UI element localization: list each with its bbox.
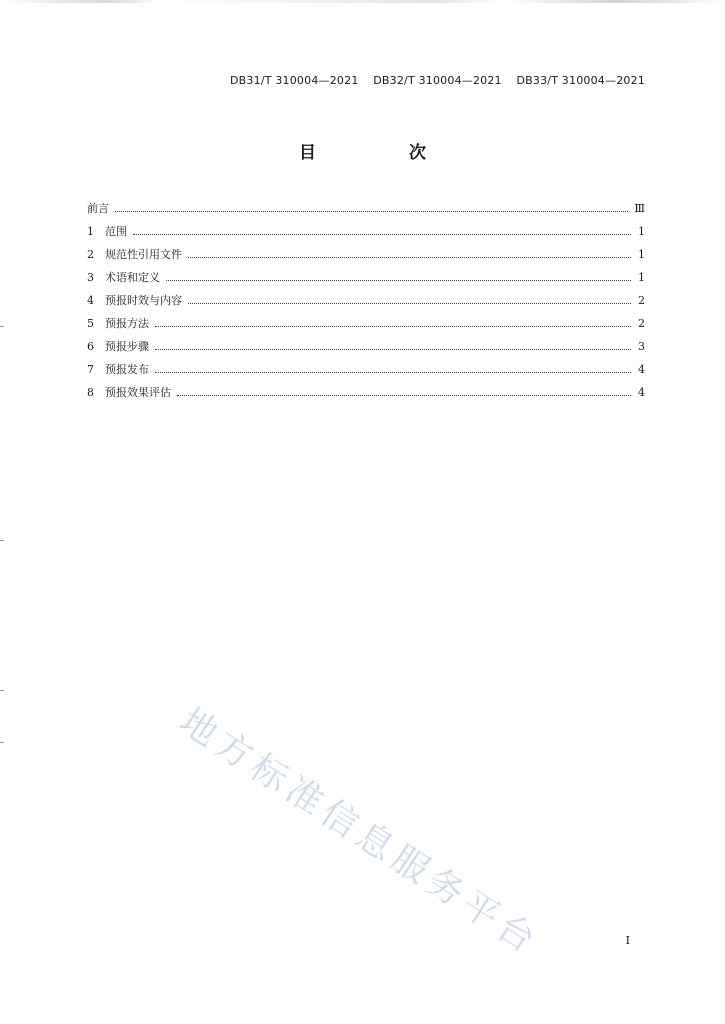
toc-entry-number: 3 (87, 271, 94, 284)
toc-leader-dots (133, 234, 631, 235)
toc-leader-dots (155, 326, 631, 327)
table-of-contents (87, 197, 645, 404)
toc-entry-label: 预报步骤 (105, 340, 149, 353)
standard-code-db31: DB31/T 310004—2021 (230, 74, 359, 87)
toc-leader-dots (155, 349, 631, 350)
toc-entry-1[interactable] (87, 220, 645, 243)
binding-mark (0, 742, 4, 743)
toc-entry-2[interactable] (87, 243, 645, 266)
toc-entry-page: 2 (638, 294, 645, 307)
toc-entry-label: 预报发布 (105, 363, 149, 376)
toc-entry-page: 1 (638, 271, 645, 284)
page-number: I (625, 934, 630, 947)
toc-entry-label: 预报时效与内容 (105, 294, 182, 307)
toc-entry-page: Ⅲ (634, 202, 645, 215)
toc-title: 目 次 (299, 143, 464, 163)
toc-entry-5[interactable] (87, 312, 645, 335)
toc-entry-number: 6 (87, 340, 94, 353)
toc-leader-dots (166, 280, 631, 281)
toc-leader-dots (155, 372, 631, 373)
toc-entry-7[interactable] (87, 358, 645, 381)
toc-entry-number: 1 (87, 225, 94, 238)
watermark: 地方标准信息服务平台 (172, 700, 547, 964)
toc-entry-page: 1 (638, 248, 645, 261)
scan-edge (0, 0, 725, 3)
toc-leader-dots (188, 303, 631, 304)
toc-entry-foreword[interactable] (87, 197, 645, 220)
standard-codes-header (219, 74, 645, 87)
toc-entry-3[interactable] (87, 266, 645, 289)
toc-entry-number: 4 (87, 294, 94, 307)
toc-entry-page: 4 (638, 363, 645, 376)
toc-entry-number: 5 (87, 317, 94, 330)
toc-entry-label: 预报效果评估 (105, 386, 171, 399)
toc-entry-label: 范围 (105, 225, 127, 238)
toc-entry-page: 2 (638, 317, 645, 330)
toc-entry-label: 规范性引用文件 (105, 248, 182, 261)
toc-entry-number: 8 (87, 386, 94, 399)
toc-leader-dots (115, 211, 628, 212)
toc-entry-number: 2 (87, 248, 94, 261)
toc-entry-page: 1 (638, 225, 645, 238)
binding-mark (0, 540, 4, 541)
binding-mark (0, 690, 4, 691)
standard-code-db33: DB33/T 310004—2021 (516, 74, 645, 87)
toc-entry-8[interactable] (87, 381, 645, 404)
binding-mark (0, 326, 4, 327)
toc-entry-page: 3 (638, 340, 645, 353)
toc-entry-label: 术语和定义 (105, 271, 160, 284)
standard-code-db32: DB32/T 310004—2021 (373, 74, 502, 87)
toc-leader-dots (188, 257, 631, 258)
toc-leader-dots (177, 395, 631, 396)
toc-entry-label: 前言 (87, 202, 109, 215)
toc-entry-number: 7 (87, 363, 94, 376)
toc-entry-6[interactable] (87, 335, 645, 358)
toc-entry-page: 4 (638, 386, 645, 399)
toc-entry-label: 预报方法 (105, 317, 149, 330)
toc-entry-4[interactable] (87, 289, 645, 312)
